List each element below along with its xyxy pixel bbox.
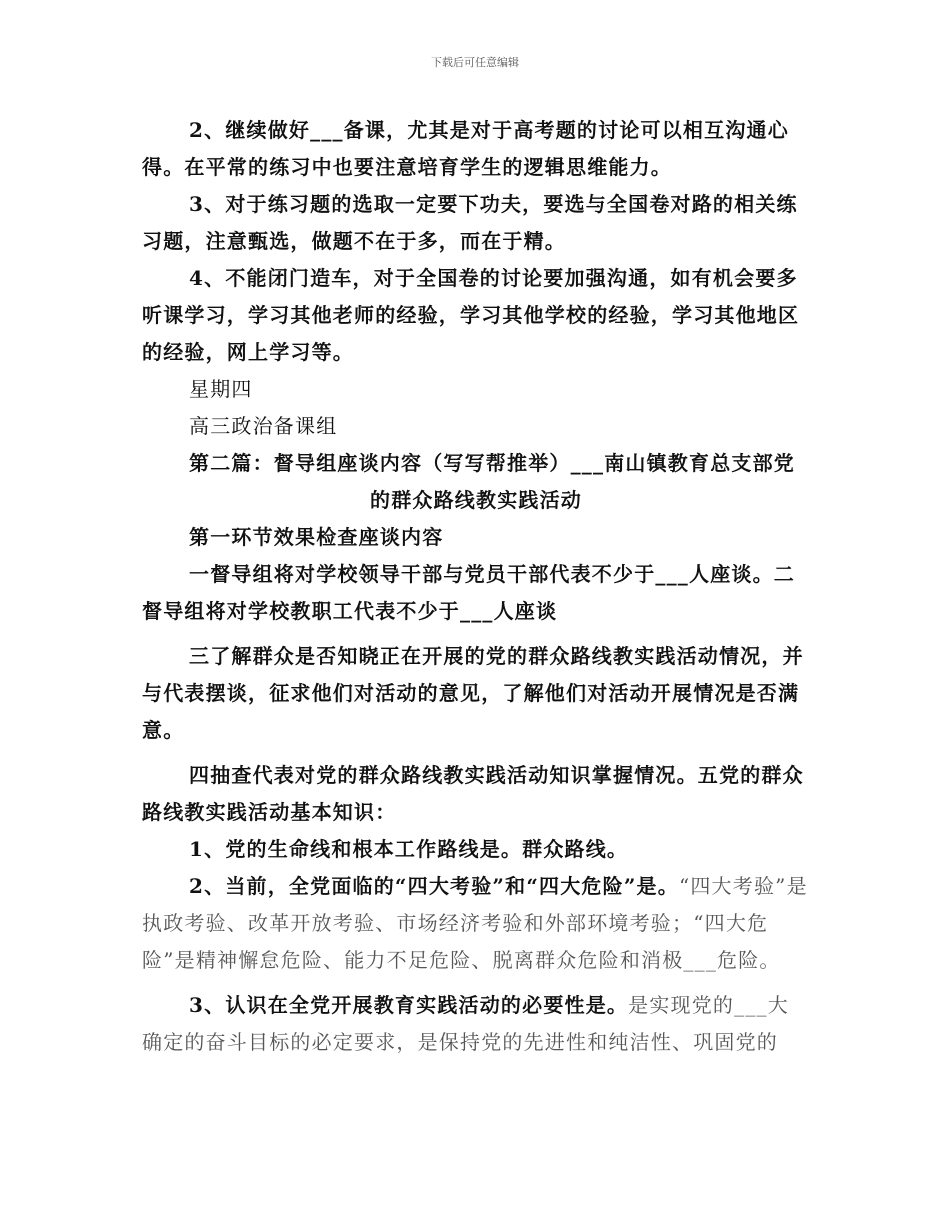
page-header: 下载后可任意编辑	[431, 56, 519, 69]
paragraph-12-body: “四大考验”是执政考验、改革开放考验、市场经济考验和外部环境考验；“四大危险”是精神懈怠危险、能力不足危险、脱离群众危险和消极___危险。	[142, 874, 808, 972]
paragraph-13-lead: 3、认识在全党开展教育实践活动的必要性是。	[189, 993, 629, 1017]
section-title-line-2: 的群众路线教实践活动	[370, 488, 582, 512]
paragraph-13-body: 是实现党的___大确定的奋斗目标的必定要求，是保持党的先进性和纯洁性、巩固党的	[142, 993, 789, 1054]
paragraph-1: 2、继续做好___备课，尤其是对于高考题的讨论可以相互沟通心得。在平常的练习中也要注意培育学生的逻辑思维能力。	[142, 118, 789, 179]
paragraph-2: 3、对于练习题的选取一定要下功夫，要选与全国卷对路的相关练习题，注意甄选，做题不在于多，而在于精。	[142, 192, 798, 253]
document-body	[142, 112, 810, 1061]
paragraph-weekday: 星期四	[189, 377, 253, 401]
paragraph-12	[142, 868, 810, 979]
paragraph-10: 四抽查代表对党的群众路线教实践活动知识掌握情况。五党的群众路线教实践活动基本知识：	[142, 763, 804, 824]
paragraph-3: 4、不能闭门造车，对于全国卷的讨论要加强沟通，如有机会要多听课学习，学习其他老师的经验，学习其他学校的经验，学习其他地区的经验，网上学习等。	[142, 266, 800, 364]
section-title-line-1: 第二篇：督导组座谈内容（写写帮推举）___南山镇教育总支部党	[189, 451, 795, 475]
paragraph-group: 高三政治备课组	[189, 414, 338, 438]
subsection-title: 第一环节效果检查座谈内容	[189, 525, 444, 549]
paragraph-9: 三了解群众是否知晓正在开展的党的群众路线教实践活动情况，并与代表摆谈，征求他们对活动的意见，了解他们对活动开展情况是否满意。	[142, 644, 804, 742]
paragraph-8: 一督导组将对学校领导干部与党员干部代表不少于___人座谈。二督导组将对学校教职工代表不少于___人座谈	[142, 562, 795, 623]
paragraph-12-lead: 2、当前，全党面临的“四大考验”和“四大危险”是。	[189, 874, 679, 898]
paragraph-13	[142, 987, 810, 1061]
paragraph-11: 1、党的生命线和根本工作路线是。群众路线。	[189, 837, 629, 861]
